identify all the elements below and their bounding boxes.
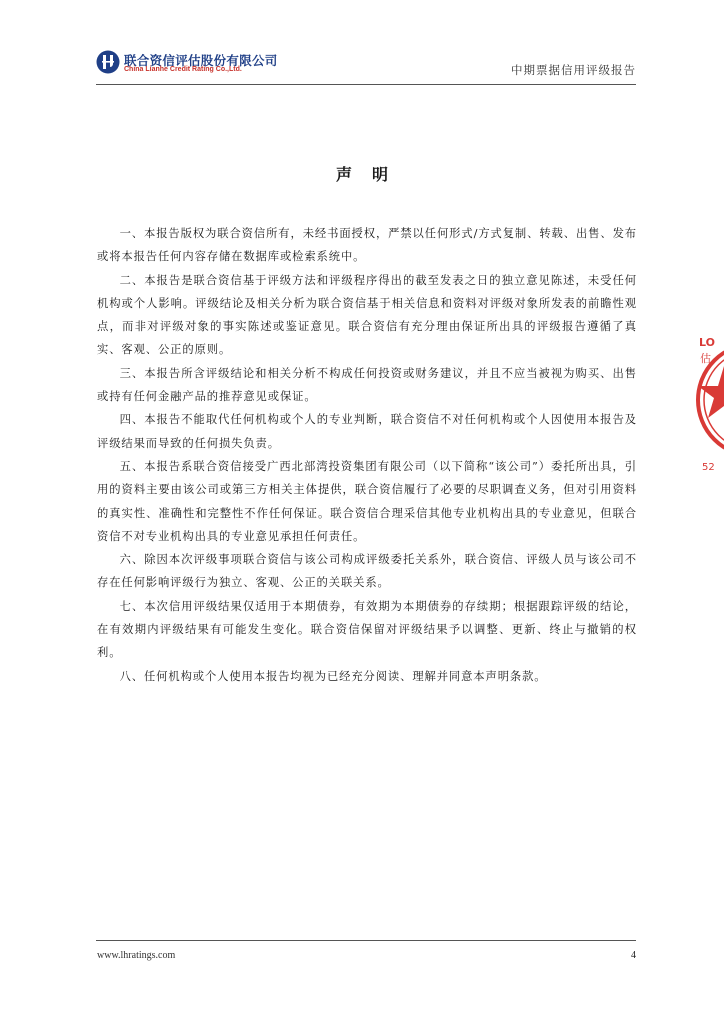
statement-body [97,222,637,688]
statement-paragraph-7: 七、本次信用评级结果仅适用于本期债券，有效期为本期债券的存续期；根据跟踪评级的结论，在有效期内评级结果有可能发生变化。联合资信保留对评级结果予以调整、更新、终止与撤销的权利。 [97,599,637,660]
page-title: 声明 [335,165,408,184]
logo-english-name: China Lianhe Credit Rating Co.,Ltd. [124,66,242,73]
seal-text-mid: 估 [700,352,711,365]
header-divider [96,84,636,85]
logo-chinese-name: 联合资信评估股份有限公司 [124,53,278,68]
statement-paragraph-4: 四、本报告不能取代任何机构或个人的专业判断，联合资信不对任何机构或个人因使用本报告及评级结果而导致的任何损失负责。 [97,413,637,450]
statement-paragraph-8: 八、任何机构或个人使用本报告均视为已经充分阅读、理解并同意本声明条款。 [119,669,547,683]
statement-paragraph-5: 五、本报告系联合资信接受广西北部湾投资集团有限公司（以下简称“该公司”）委托所出具，引用的资料主要由该公司或第三方相关主体提供，联合资信履行了必要的尽职调查义务，但对引用资料的真实性、准确性和完整性不作任何保证。联合资信合理采信其他专业机构出具的专业意见，但联合资信不对专业机构出具的专业意见承担任何责任。 [97,459,637,543]
company-logo [96,50,276,80]
company-seal-stamp [696,320,724,480]
statement-paragraph-2: 二、本报告是联合资信基于评级方法和评级程序得出的截至发表之日的独立意见陈述，未受任何机构或个人影响。评级结论及相关分析为联合资信基于相关信息和资料对评级对象所发表的前瞻性观点，而非对评级对象的事实陈述或鉴证意见。联合资信有充分理由保证所出具的评级报告遵循了真实、客观、公正的原则。 [97,273,637,357]
statement-paragraph-6: 六、除因本次评级事项联合资信与该公司构成评级委托关系外，联合资信、评级人员与该公司不存在任何影响评级行为独立、客观、公正的关联关系。 [97,553,637,590]
report-type-title: 中期票据信用评级报告 [511,63,636,77]
statement-paragraph-3: 三、本报告所含评级结论和相关分析不构成任何投资或财务建议，并且不应当被视为购买、出售或持有任何金融产品的推荐意见或保证。 [97,366,637,404]
statement-paragraph-1: 一、本报告版权为联合资信所有，未经书面授权，严禁以任何形式/方式复制、转载、出售、发布或将本报告任何内容存储在数据库或检索系统中。 [97,227,637,264]
seal-text-top: LO [699,336,715,349]
seal-text-bottom: 52 [702,462,715,473]
page-number: 4 [631,950,636,961]
footer-website: www.lhratings.com [97,950,176,961]
lianhe-logo-icon [96,50,120,74]
footer-divider [96,940,636,941]
